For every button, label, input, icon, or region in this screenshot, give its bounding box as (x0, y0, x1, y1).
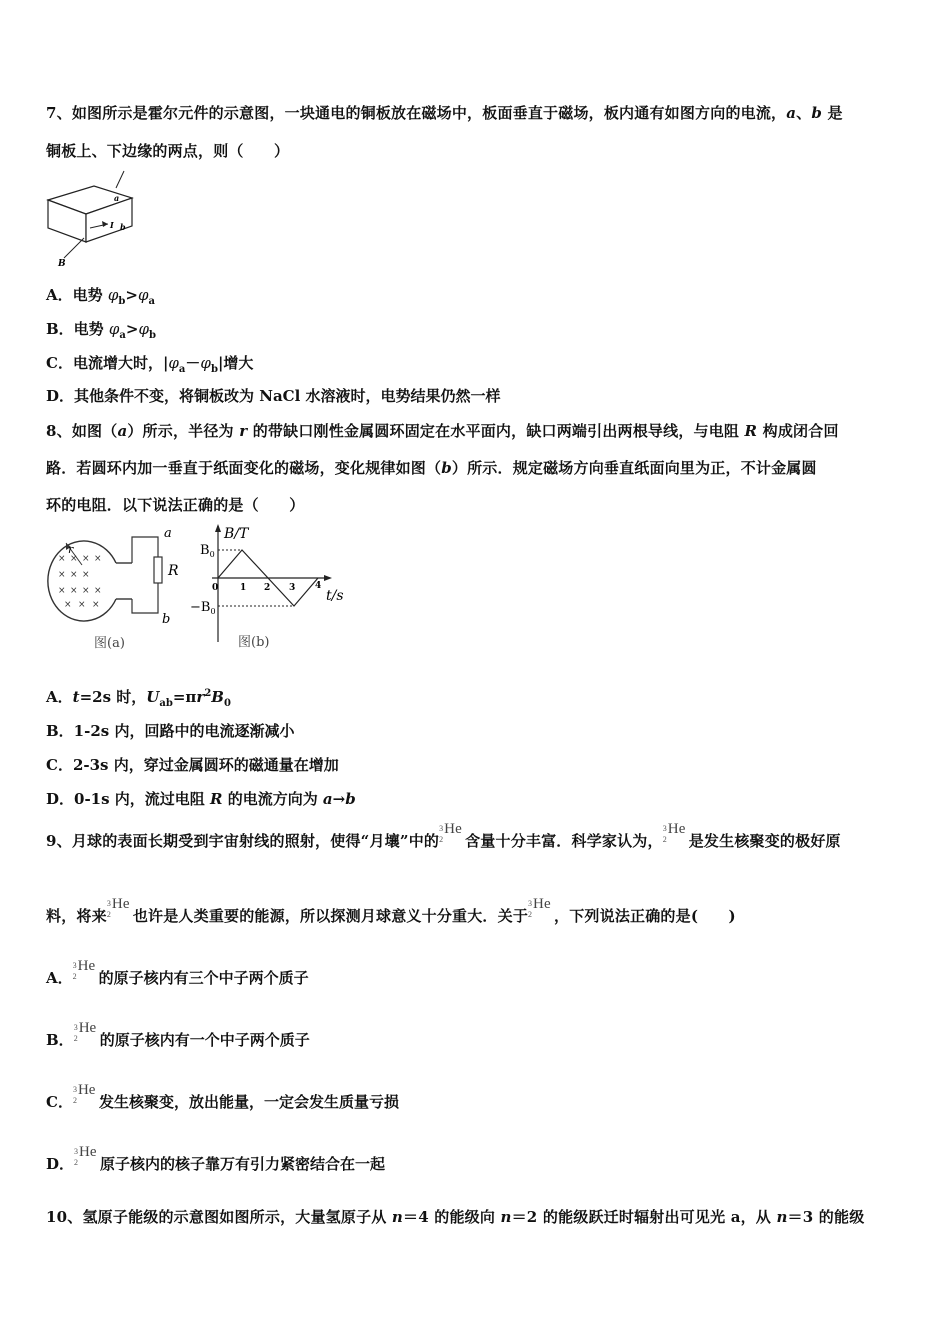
resistor-icon (154, 557, 162, 583)
q8-stem-line2: 路．若圆环内加一垂直于纸面变化的磁场，变化规律如图（b）所示．规定磁场方向垂直纸面向里为正，不计金属圆 (46, 459, 817, 477)
svg-text:×: × (94, 554, 102, 564)
svg-text:×: × (82, 570, 90, 580)
svg-text:×: × (58, 586, 66, 596)
q8-stem-line3: 环的电阻．以下说法正确的是（ ） (46, 496, 305, 514)
svg-text:×: × (82, 554, 90, 564)
q9-stem-line2: 料，将来 3 2 He 也许是人类重要的能源，所以探测月球意义十分重大．关于 3 2 He ，下列说法正确的是( ) (46, 896, 736, 925)
fig8b-caption: 图(b) (238, 635, 270, 650)
svg-text:×: × (82, 586, 90, 596)
fig7-label-b: b (120, 222, 126, 232)
helium3-symbol: 3 2 He (662, 821, 686, 844)
svg-text:×: × (70, 586, 78, 596)
q8-stem-line1: 8、如图（a）所示，半径为 r 的带缺口刚性金属圆环固定在水平面内，缺口两端引出两根导线，与电阻 R 构成闭合回 (46, 422, 839, 440)
helium3-symbol: 3 2 He (528, 896, 551, 919)
q9-stem-line1: 9、月球的表面长期受到宇宙射线的照射，使得“月壤”中的 3 2 He 含量十分丰富．科学家认为， 3 2 He 是发生核聚变的极好原 (46, 821, 841, 850)
helium3-symbol: 3 2 He (72, 958, 96, 981)
q9-option-b[interactable]: B． 3 2 He 的原子核内有一个中子两个质子 (46, 1020, 310, 1049)
helium3-symbol: 3 2 He (439, 821, 462, 844)
q8-option-b[interactable]: B．1-2s 内，回路中的电流逐渐减小 (46, 722, 295, 740)
helium3-symbol: 3 2 He (74, 1144, 97, 1167)
q8-option-a[interactable]: A．t=2s 时，$U_{ab}=\pi r^2B_0$ (46, 688, 231, 709)
fig8b-neg-b0: $-B_0$ (190, 600, 216, 616)
q8-option-c[interactable]: C．2-3s 内，穿过金属圆环的磁通量在增加 (46, 756, 339, 774)
fig8b-tick-4: 4 (315, 581, 322, 591)
svg-text:×: × (70, 554, 78, 564)
q7-option-c[interactable]: C．电流增大时，$|\varphi_a-\varphi_b|$增大 (46, 354, 254, 375)
b-t-graph-figure (190, 522, 360, 656)
fig8b-tick-2: 2 (264, 583, 271, 593)
fig7-label-a: a (114, 193, 120, 203)
q8-option-d[interactable]: D．0-1s 内，流过电阻 R 的电流方向为 a→b (46, 790, 356, 808)
q9-option-a[interactable]: A． 3 2 He 的原子核内有三个中子两个质子 (46, 958, 309, 987)
helium3-symbol: 3 2 He (106, 896, 130, 919)
svg-text:×: × (58, 570, 66, 580)
q9-option-c[interactable]: C． 3 2 He 发生核聚变，放出能量，一定会发生质量亏损 (46, 1082, 399, 1111)
fig8b-b0: $B_0$ (200, 543, 215, 559)
fig8a-label-b: b (162, 612, 171, 627)
hall-element-figure (44, 168, 136, 268)
q9-option-d[interactable]: D． 3 2 He 原子核内的核子靠万有引力紧密结合在一起 (46, 1144, 386, 1173)
fig8b-tick-1: 1 (240, 583, 247, 593)
fig8a-caption: 图(a) (94, 636, 125, 651)
ring-circuit-figure (44, 525, 194, 655)
fig8b-zero: 0 (212, 583, 219, 593)
fig7-label-B: B (58, 259, 66, 268)
fig8a-label-r: r (68, 543, 74, 556)
fig8b-tick-3: 3 (289, 583, 296, 593)
svg-text:×: × (58, 554, 66, 564)
helium3-symbol: 3 2 He (72, 1082, 96, 1105)
q7-option-b[interactable]: B．电势 $\varphi_a>\varphi_b$ (46, 320, 156, 341)
fig8a-label-R: R (168, 563, 179, 579)
svg-text:×: × (70, 570, 78, 580)
fig8a-label-a: a (164, 526, 172, 541)
q10-stem-line1: 10、氢原子能级的示意图如图所示，大量氢原子从 n＝4 的能级向 n＝2 的能级跃迁时辐射出可见光 a，从 n＝3 的能级 (46, 1208, 865, 1226)
svg-text:×: × (94, 586, 102, 596)
fig8b-ylabel: B/T (224, 526, 249, 542)
svg-text:×: × (64, 600, 72, 610)
fig8b-xlabel: t/s (326, 588, 344, 604)
q7-stem-line1: 7、如图所示是霍尔元件的示意图，一块通电的铜板放在磁场中，板面垂直于磁场，板内通有如图方向的电流，a、b 是 (46, 104, 843, 122)
q7-option-d[interactable]: D．其他条件不变，将铜板改为 NaCl 水溶液时，电势结果仍然一样 (46, 387, 501, 405)
fig7-label-I: I (110, 220, 114, 230)
q7-stem-line2: 铜板上、下边缘的两点，则（ ） (46, 142, 290, 160)
helium3-symbol: 3 2 He (73, 1020, 97, 1043)
svg-text:×: × (92, 600, 100, 610)
svg-text:×: × (78, 600, 86, 610)
q7-option-a[interactable]: A．电势 $\varphi_b>\varphi_a$ (46, 286, 155, 307)
